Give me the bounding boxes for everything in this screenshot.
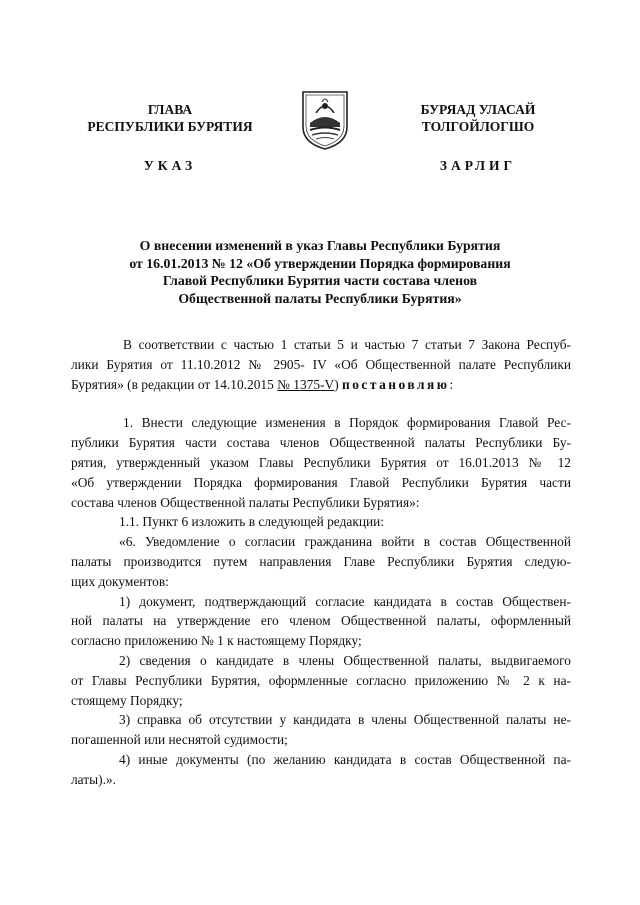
preamble-line [71, 375, 571, 395]
subitem2-line: 2) сведения о кандидате в члены Общественной палаты, выдвигаемого [119, 652, 571, 668]
subitem1-line: ной палаты на утверждение его членом Общественной палаты, оформленный [71, 613, 571, 629]
header-right [378, 101, 578, 174]
item1-1-line: 1.1. Пункт 6 изложить в следующей редакции: [119, 514, 385, 530]
header-right-kind: ЗАРЛИГ [439, 158, 517, 173]
preamble-line: В соответствии с частью 1 статьи 5 и частью 7 статьи 7 Закона Респуб- [123, 337, 571, 352]
header-left [70, 101, 270, 174]
subitem1-line: согласно приложению № 1 к настоящему Порядку; [71, 633, 362, 649]
law-reference-link: № 1375-V [277, 376, 335, 392]
clause6-line: щих документов: [71, 573, 169, 589]
clause6-line: «6. Уведомление о согласии гражданина войти в состав Общественной [119, 534, 571, 550]
decree-title [80, 237, 560, 307]
subitem2-line: от Главы Республики Бурятия, оформленные согласно приложению № 2 к на- [71, 672, 571, 688]
preamble-text: ) [334, 376, 343, 392]
subitem4-line: 4) иные документы (по желанию кандидата в состав Общественной па- [119, 751, 571, 767]
title-line: Общественной палаты Республики Бурятия» [178, 290, 462, 306]
item1-line: 1. Внести следующие изменения в Порядок формирования Главой Рес- [123, 415, 571, 431]
header-right-line1: БУРЯАД УЛАСАЙ [420, 102, 536, 117]
decree-word: постановляю [342, 376, 450, 392]
title-line: О внесении изменений в указ Главы Республики Бурятия [139, 238, 501, 253]
buryatia-coat-of-arms-icon [299, 89, 351, 151]
subitem2-line: стоящему Порядку; [71, 692, 183, 708]
decree-body [71, 335, 571, 790]
subitem1-line: 1) документ, подтверждающий согласие кандидата в состав Обществен- [119, 593, 571, 609]
header-left-line1: ГЛАВА [147, 102, 193, 117]
subitem4-line: латы).». [71, 771, 116, 787]
title-line: от 16.01.2013 № 12 «Об утверждении Порядка формирования [129, 255, 511, 271]
header-right-line2: ТОЛГОЙЛОГШО [421, 119, 535, 134]
item1-line: рятия, утвержденный указом Главы Республики Бурятия от 16.01.2013 № 12 [71, 454, 571, 470]
header-left-line2: РЕСПУБЛИКИ БУРЯТИЯ [87, 119, 253, 134]
item1-line: «Об утверждении Порядка формирования Главой Республики Бурятия части [71, 474, 571, 490]
clause6-line: палаты производится путем направления Главе Республики Бурятия следую- [71, 553, 571, 569]
item1-line: публики Бурятия части состава членов Общественной палаты Республики Бу- [71, 435, 571, 451]
preamble-text: Бурятия» (в редакции от 14.10.2015 [71, 376, 278, 392]
preamble-line: лики Бурятия от 11.10.2012 № 2905- IV «Об Общественной палате Республики [71, 356, 571, 372]
title-line: Главой Республики Бурятия части состава членов [162, 273, 478, 288]
preamble-text: : [449, 376, 454, 392]
subitem3-line: погашенной или неснятой судимости; [71, 732, 288, 748]
header-left-kind: УКАЗ [143, 158, 197, 173]
subitem3-line: 3) справка об отсутствии у кандидата в члены Общественной палаты не- [119, 712, 571, 728]
item1-line: состава членов Общественной палаты Республики Бурятия»: [71, 494, 420, 510]
